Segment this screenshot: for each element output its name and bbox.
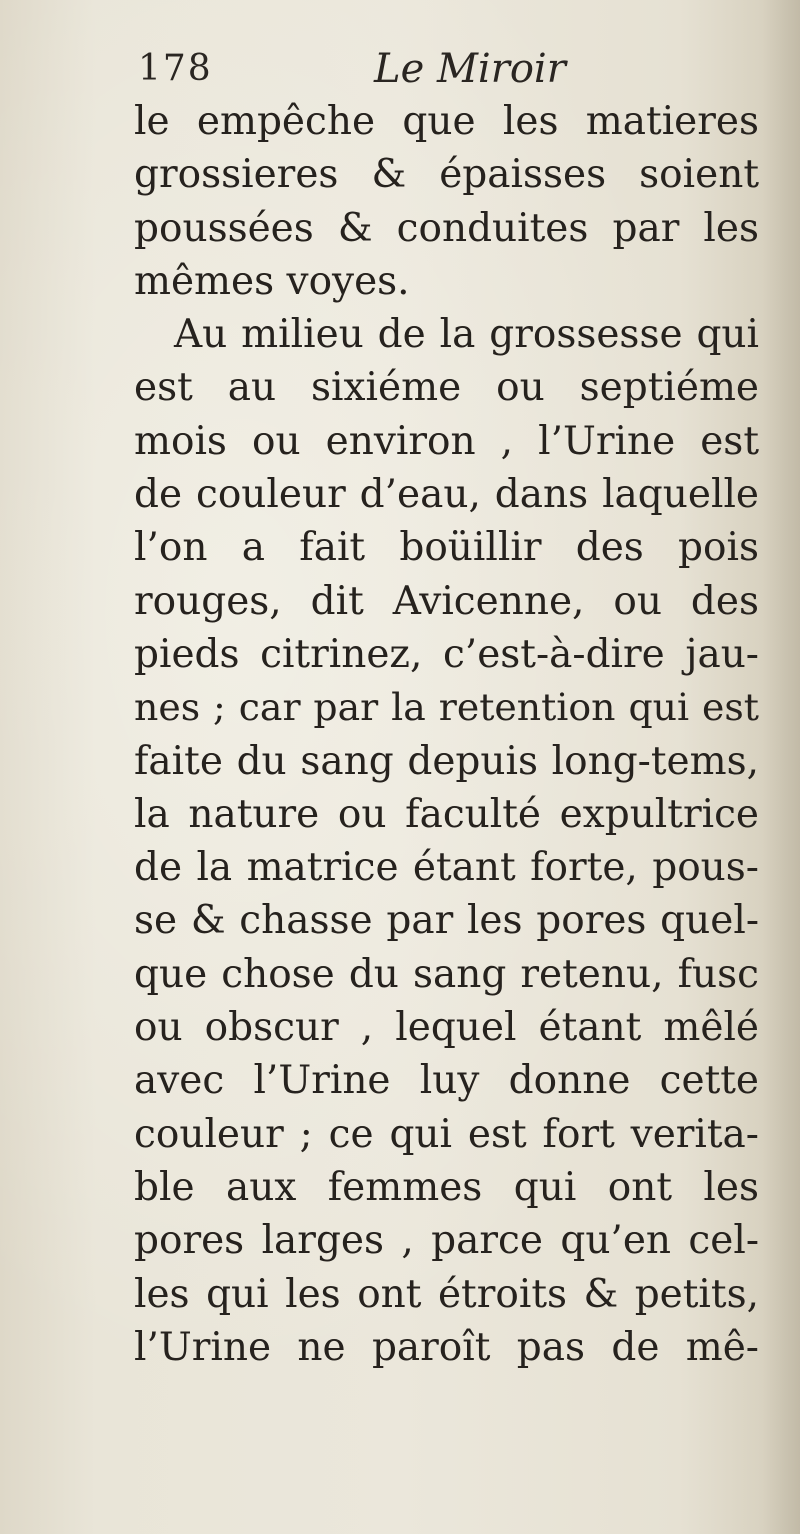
text-line: la nature ou faculté expultrice <box>134 791 759 837</box>
text-line: pieds citrinez, c’est-à-dire jau- <box>134 631 759 677</box>
text-line: le empêche que les matieres <box>134 99 759 144</box>
page-number: 178 <box>138 48 213 89</box>
text-line: est au sixiéme ou septiéme <box>134 365 759 411</box>
text-line: nes ; car par la retention qui est <box>134 685 759 730</box>
text-line: les qui les ont étroits & petits, <box>134 1271 759 1317</box>
text-line: couleur ; ce qui est fort verita- <box>134 1111 759 1157</box>
text-line: rouges, dit Avicenne, ou des <box>134 578 759 624</box>
text-line: de la matrice étant forte, pous- <box>134 845 759 891</box>
body-text <box>134 95 759 1374</box>
running-title: Le Miroir <box>374 46 566 92</box>
text-line: ble aux femmes qui ont les <box>134 1164 759 1210</box>
text-line: grossieres & épaisses soient <box>134 152 759 198</box>
text-line: avec l’Urine luy donne cette <box>134 1058 759 1104</box>
text-line: que chose du sang retenu, fusc <box>134 951 759 997</box>
text-line: mêmes voyes. <box>134 258 410 304</box>
text-line: mois ou environ , l’Urine est <box>134 418 759 464</box>
text-line: ou obscur , lequel étant mêlé <box>134 1005 759 1051</box>
text-line: poussées & conduites par les <box>134 205 759 251</box>
paragraph-first-line: Au milieu de la grossesse qui <box>174 312 759 358</box>
running-head <box>138 44 768 94</box>
text-line: l’on a fait boüillir des pois <box>134 525 759 571</box>
text-line: de couleur d’eau, dans laquelle <box>134 472 759 518</box>
text-line: l’Urine ne paroît pas de mê- <box>134 1324 759 1370</box>
text-line: faite du sang depuis long-tems, <box>134 738 759 784</box>
text-line: pores larges , parce qu’en cel- <box>134 1218 759 1264</box>
text-line: se & chasse par les pores quel- <box>134 898 759 944</box>
